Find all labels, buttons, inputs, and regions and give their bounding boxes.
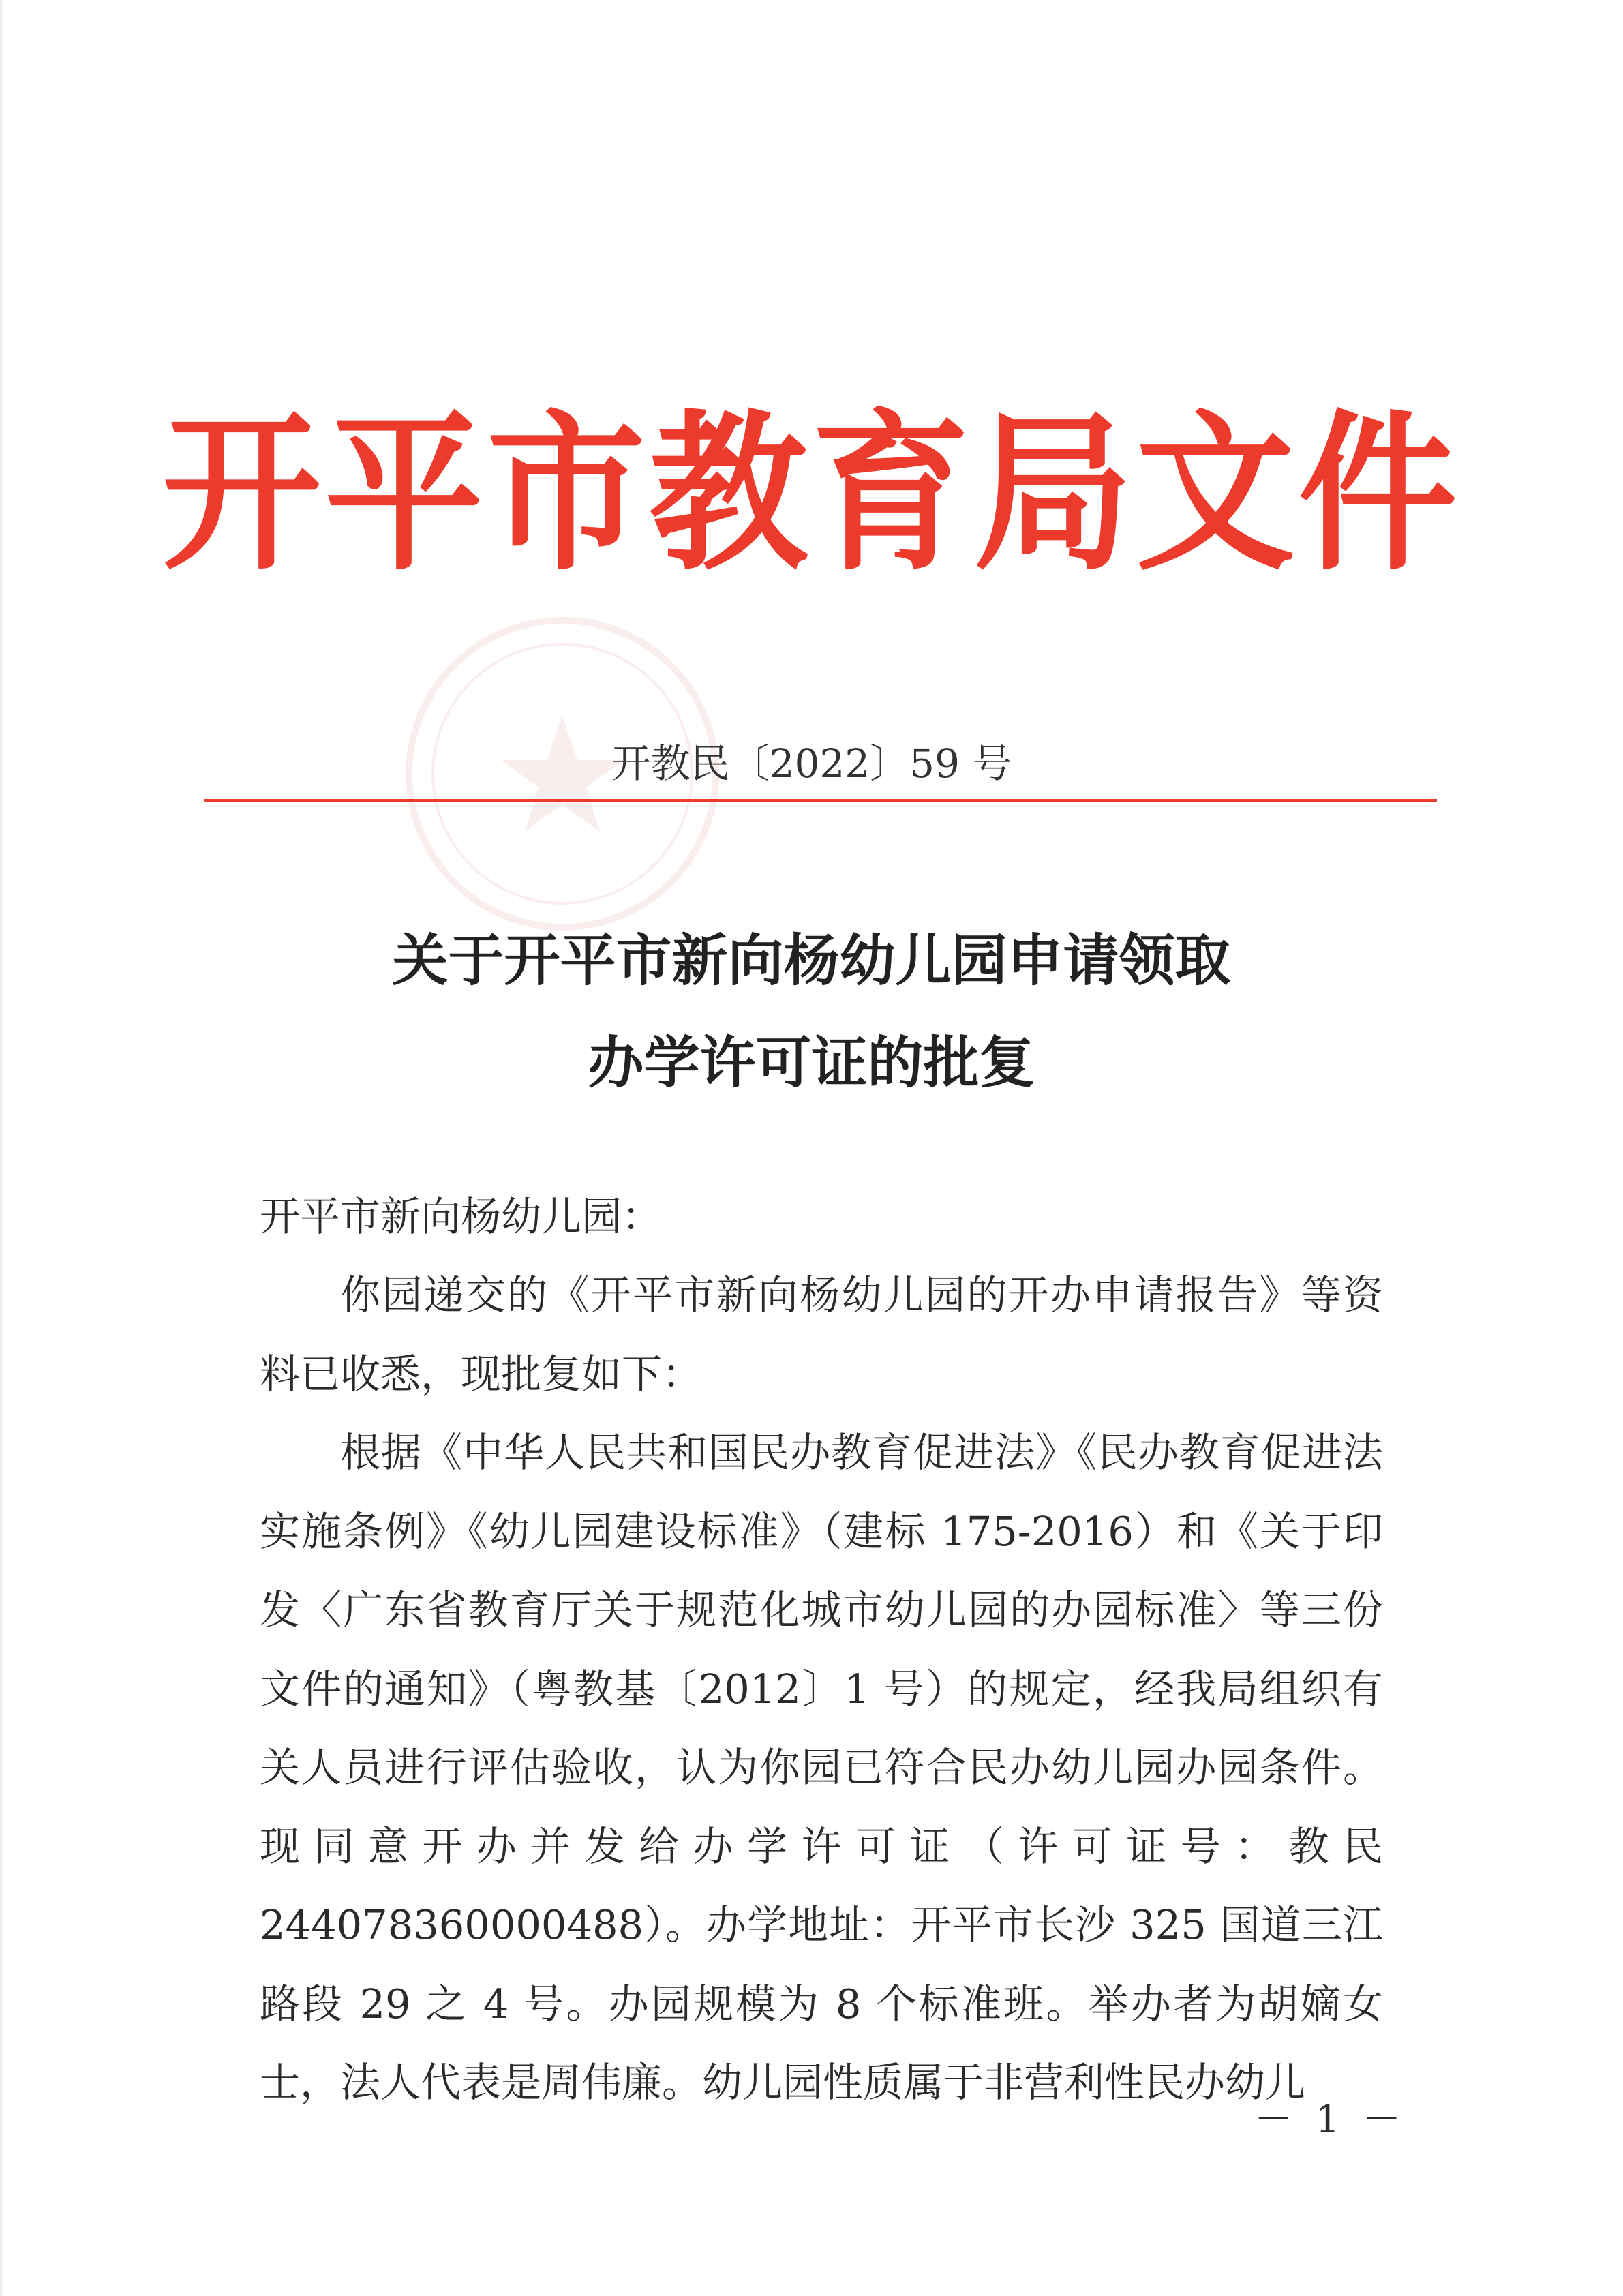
masthead-title: 开平市教育局文件 [162,395,1461,593]
scan-edge [0,0,4,2296]
title-line-2: 办学许可证的批复 [588,1031,1035,1096]
page-number: － 1 － [1254,2098,1407,2142]
red-divider-line [204,799,1437,802]
title-line-1: 关于开平市新向杨幼儿园申请领取 [392,928,1231,993]
body-paragraph: 根据《中华人民共和国民办教育促进法》《民办教育促进法实施条例》《幼儿园建设标准》（建标 175-2016）和《关于印发〈广东省教育厅关于规范化城市幼儿园的办园标准〉等三份文件的通知》（粤教基〔2012〕1 号）的规定，经我局组织有关人员进行评估验收，认为你园已符合民办幼儿园办园条件。现同意开办并发给办学许可证（许可证号：教民 244078360000488）。办学地址：开平市长沙 325 国道三江路段 29 之 4 号。办园规模为 8 个标准班。举办者为胡嫡女士，法人代表是周伟廉。幼儿园性质属于非营利性民办幼儿 [260,1429,1383,2106]
document-number: 开教民〔2022〕59 号 [611,740,1012,787]
addressee: 开平市新向杨幼儿园： [260,1193,663,1240]
body-paragraph: 你园递交的《开平市新向杨幼儿园的开办申请报告》等资料已收悉，现批复如下： [260,1271,1383,1398]
document-title [0,910,1623,1115]
